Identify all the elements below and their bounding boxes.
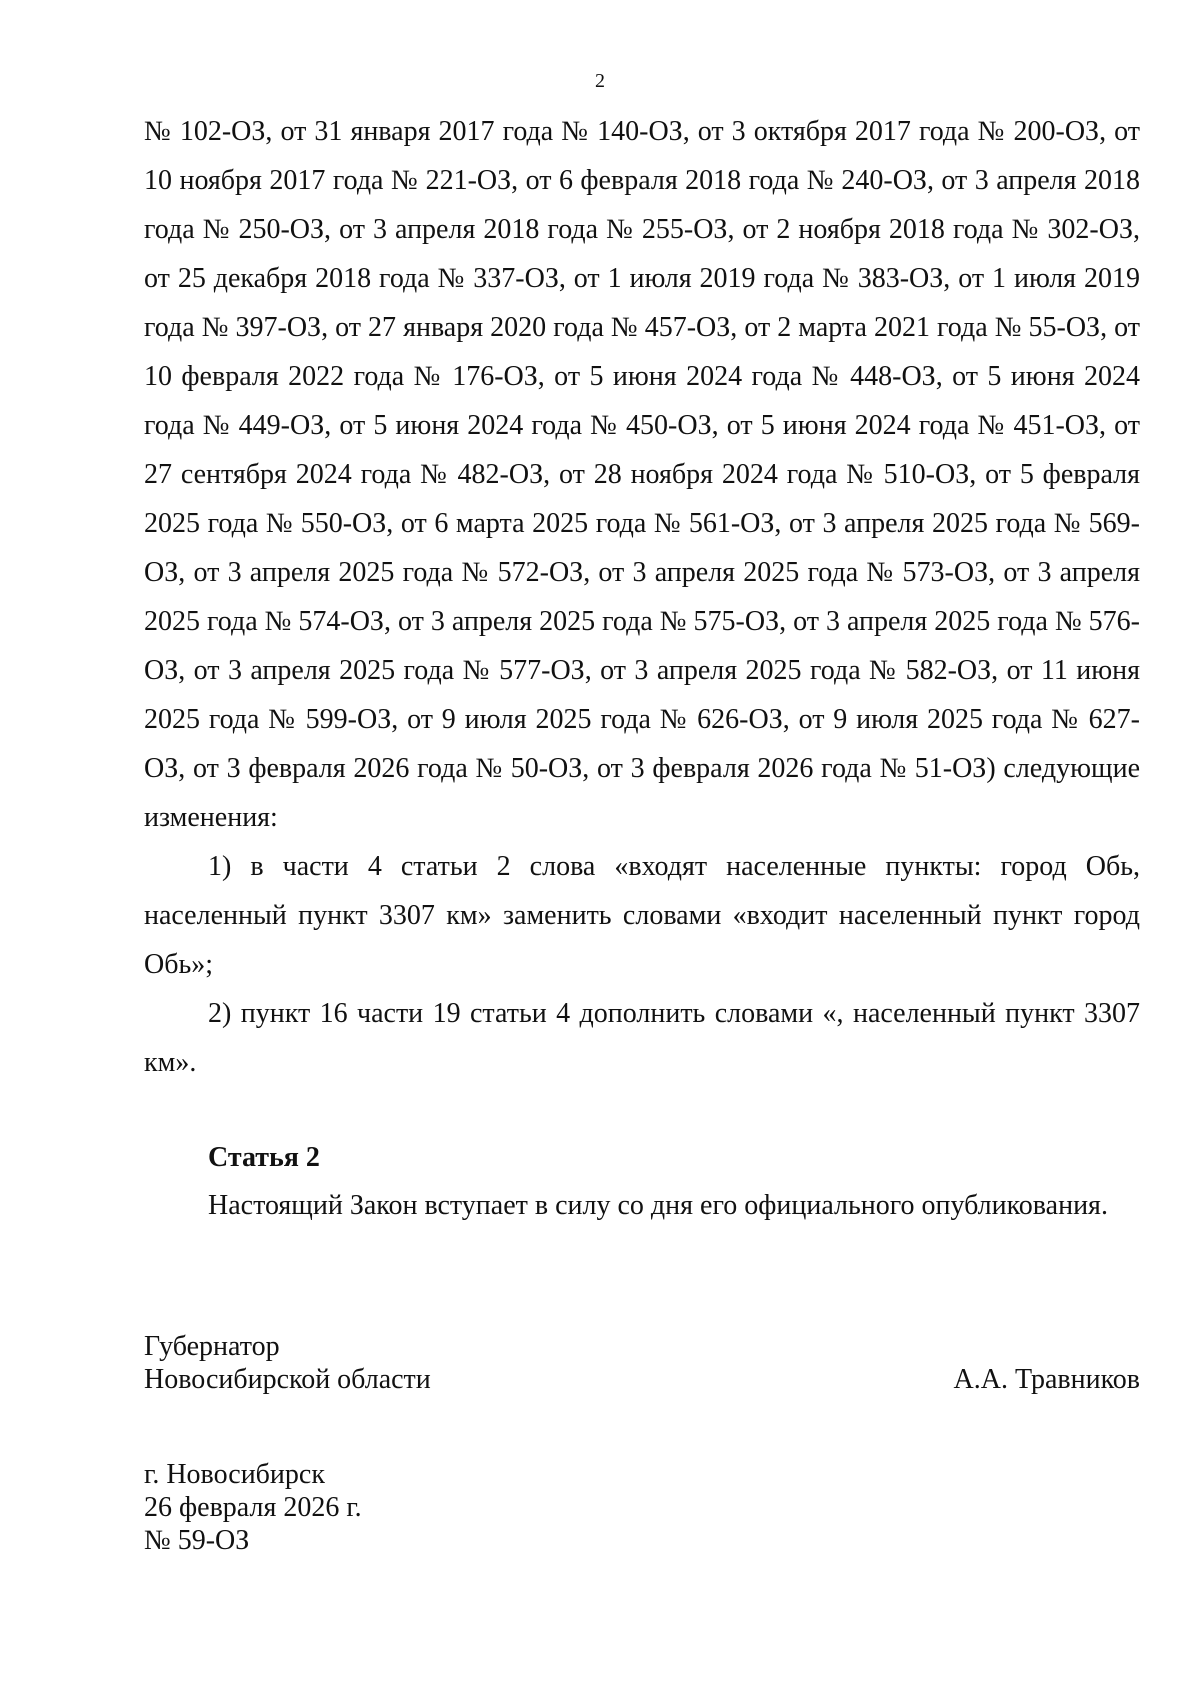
signature-block [144, 1330, 1140, 1396]
place-date-block [144, 1458, 362, 1557]
city: г. Новосибирск [144, 1459, 325, 1490]
amendment-list-paragraph: № 102-ОЗ, от 31 января 2017 года № 140-ОЗ, от 3 октября 2017 года № 200-ОЗ, от 10 ноября 2017 года № 221-ОЗ, от 6 февраля 2018 года № 240-ОЗ, от 3 апреля 2018 года № 250-ОЗ, от 3 апреля 2018 года № 255-ОЗ, от 2 ноября 2018 года № 302-ОЗ, от 25 декабря 2018 года № 337-ОЗ, от 1 июля 2019 года № 383-ОЗ, от 1 июля 2019 года № 397-ОЗ, от 27 января 2020 года № 457-ОЗ, от 2 марта 2021 года № 55-ОЗ, от 10 февраля 2022 года № 176-ОЗ, от 5 июня 2024 года № 448-ОЗ, от 5 июня 2024 года № 449-ОЗ, от 5 июня 2024 года № 450-ОЗ, от 5 июня 2024 года № 451-ОЗ, от 27 сентября 2024 года № 482-ОЗ, от 28 ноября 2024 года № 510-ОЗ, от 5 февраля 2025 года № 550-ОЗ, от 6 марта 2025 года № 561-ОЗ, от 3 апреля 2025 года № 569-ОЗ, от 3 апреля 2025 года № 572-ОЗ, от 3 апреля 2025 года № 573-ОЗ, от 3 апреля 2025 года № 574-ОЗ, от 3 апреля 2025 года № 575-ОЗ, от 3 апреля 2025 года № 576-ОЗ, от 3 апреля 2025 года № 577-ОЗ, от 3 апреля 2025 года № 582-ОЗ, от 11 июня 2025 года № 599-ОЗ, от 9 июля 2025 года № 626-ОЗ, от 9 июля 2025 года № 627-ОЗ, от 3 февраля 2026 года № 50-ОЗ, от 3 февраля 2026 года № 51-ОЗ) следующие изменения: [144, 116, 1140, 833]
article-2-title: Статья 2 [208, 1142, 320, 1173]
signatory-name: А.А. Травников [953, 1364, 1140, 1395]
date: 26 февраля 2026 г. [144, 1492, 362, 1523]
article-2-text: Настоящий Закон вступает в силу со дня его официального опубликования. [208, 1190, 1108, 1221]
law-body [144, 107, 1140, 1087]
amendment-item-2: 2) пункт 16 части 19 статьи 4 дополнить словами «, населенный пункт 3307 км». [144, 998, 1140, 1078]
article-2 [208, 1136, 1108, 1228]
amendment-item-1: 1) в части 4 статьи 2 слова «входят населенные пункты: город Обь, населенный пункт 3307 км» заменить словами «входит населенный пункт город Обь»; [144, 851, 1140, 980]
law-number: № 59-ОЗ [144, 1525, 250, 1556]
page-number: 2 [595, 70, 605, 92]
signatory-position [144, 1330, 431, 1396]
position-line-1: Губернатор [144, 1331, 280, 1362]
position-line-2: Новосибирской области [144, 1364, 431, 1395]
